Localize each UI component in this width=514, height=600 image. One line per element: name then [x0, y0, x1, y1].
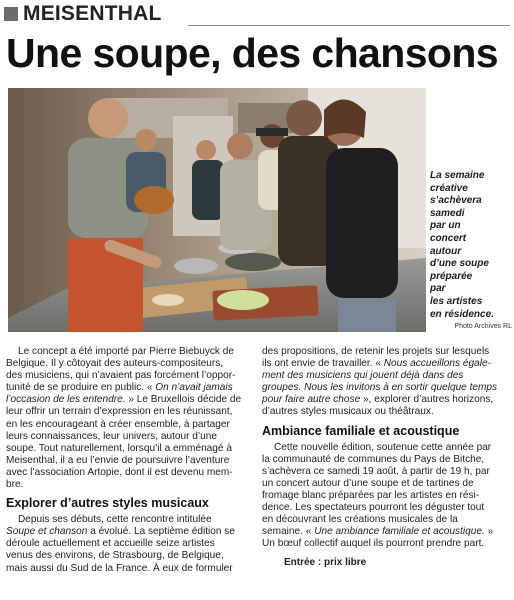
subheading-ambiance: Ambiance familiale et acoustique [262, 423, 460, 438]
article-column-left [6, 346, 252, 575]
article-column-right [262, 346, 508, 570]
section-rule [188, 25, 510, 26]
section-square-icon [4, 7, 18, 21]
subheading-styles: Explorer d’autres styles musicaux [6, 496, 209, 511]
section-tag [4, 2, 162, 26]
paragraph-2: Depuis ses débuts, cette rencontre intitulée Soupe et chanson a évolué. La septième édition se déroule actuellement et accueille seize artistes venus des environs, de Strasbourg, de Belgique, mais aussi du Sud de la France. À eux de formuler [6, 514, 235, 574]
section-label: MEISENTHAL [23, 2, 162, 25]
photo-caption: La semaine créative s’achèvera samedi par un concert autour d’une soupe préparée par les artistes en résidence. [430, 170, 494, 320]
photo-credit: Photo Archives RL [454, 323, 512, 330]
entry-price: Entrée : prix libre [284, 557, 367, 569]
paragraph-1: Le concept a été importé par Pierre Biebuyck de Belgique. Il y côtoyait des auteurs-compositeurs, des musiciens, qui n’avaient pas forcément l’oppor- tunité de se produire en public. « On n’avait jamais l’occasion de les entendre. » Le Bruxellois décide de leur offrir un terrain d’expression en les réunissant, en les encourageant à créer ensemble, à partager leurs connaissances, leur univers, autour d’une soupe. Tout naturellement, lorsqu’il a emménagé à Meisenthal, il a eu l’envie de poursuivre l’aventure avec l’association Artopie, dont il est devenu mem- bre. [6, 346, 242, 491]
article-headline: Une soupe, des chansons [6, 30, 498, 76]
paragraph-3: des propositions, de retenir les projets sur lesquels ils ont envie de travailler. « Nous accueillons égale- ment des musiciens qui jouent déjà dans des groupes. Nous les invitons à en sortir quelque temps pour faire autre chose », explorer d’autres horizons, d’autres styles musicaux ou théâtraux. [262, 346, 498, 418]
paragraph-4: Cette nouvelle édition, soutenue cette année par la communauté de communes du Pays de Bitche, s’achèvera ce samedi 19 août, à partir de 19 h, par un concert autour d’une soupe et de tartines de fromage blanc préparées par les artistes en rési- dence. Les spectateurs pourront les déguster tout en découvrant les créations musicales de la semaine. « Une ambiance familiale et acoustique. » Un bœuf collectif auquel ils pourront prendre part. [262, 441, 494, 550]
article-photo [8, 88, 426, 332]
kitchen-photo-illustration [8, 88, 426, 332]
